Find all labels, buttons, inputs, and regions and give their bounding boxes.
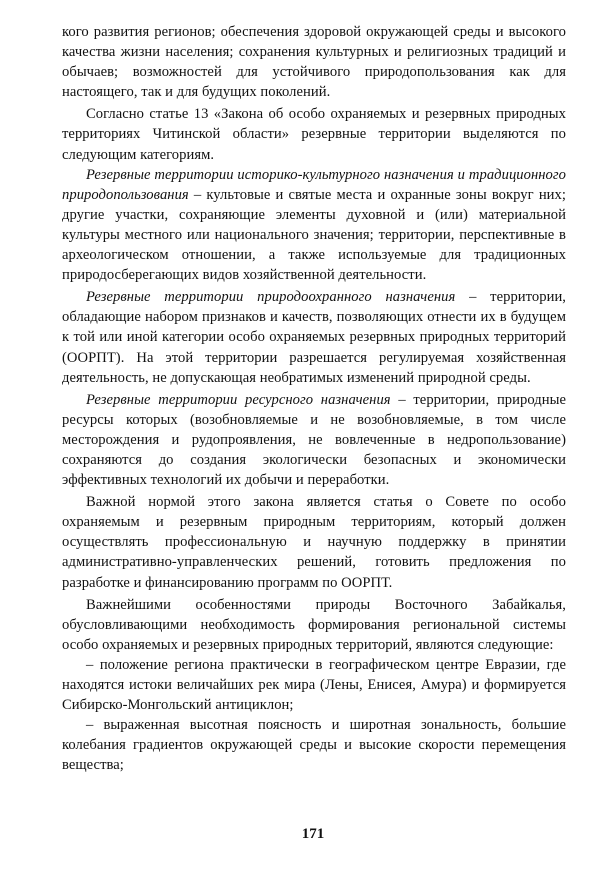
- paragraph-text: – выраженная высотная поясность и широтная зональность, большие колебания градиентов окружающей среды и высокие скорости перемещения вещества;: [62, 717, 566, 774]
- paragraph-text: – территории, обладающие набором признаков и качеств, позволяющих отнести их в будущем к той или иной категории особо охраняемых резервных природных территорий (ООРПТ). На этой территории разрешается регулируемая хозяйственная деятельность, не допускающая необратимых изменений природной среды.: [62, 289, 567, 386]
- paragraph-text: – культовые и святые места и охранные зоны вокруг них; другие участки, сохраняющие элементы духовной и (или) материальной культуры местного или национального значения; территории, перспективные в археологическом отношении, а также используемые для традиционных природосберегающих видов хозяйственной деятельности.: [62, 186, 566, 284]
- paragraph-text: – положение региона практически в географическом центре Евразии, где находятся истоки величайших рек мира (Лены, Енисея, Амура) и формируется Сибирско-Монгольский антициклон;: [62, 656, 566, 714]
- category-term: Резервные территории ресурсного назначения: [86, 391, 391, 408]
- paragraph-continuation: [62, 22, 566, 102]
- category-term: Резервные территории историко-культурного назначения и традиционного природопользования: [62, 166, 566, 203]
- paragraph-text: Важной нормой этого закона является статья о Совете по особо охраняемым и резервным природным территориям, который должен осуществлять профессиональную и научную поддержку в принятии административно-управленческих решений, готовить предложения по разработке и финансированию программ по ООРПТ.: [62, 494, 566, 591]
- paragraph-text: Согласно статье 13 «Закона об особо охраняемых и резервных природных территориях Читинской области» резервные территории выделяются по следующим категориям.: [62, 106, 566, 163]
- page-number: 171: [301, 826, 325, 842]
- category-term: Резервные территории природоохранного назначения: [86, 289, 456, 306]
- paragraph-text: – территории, природные ресурсы которых (возобновляемые и не возобновляемые, в том числе месторождения и рудопроявления, не вовлеченные в недропользование) сохраняются до создания экологически безопасных и экономически эффективных технологий их добычи и переработки.: [62, 391, 566, 489]
- paragraph-text: Важнейшими особенностями природы Восточного Забайкалья, обусловливающими необходимость формирования региональной системы особо охраняемых и резервных природных территорий, являются следующие:: [62, 596, 566, 653]
- paragraph-cultural-territories: [62, 165, 566, 286]
- paragraph-nature-protection-territories: [62, 287, 566, 387]
- paragraph-council-article: [62, 492, 566, 592]
- paragraph-law-article: [62, 104, 566, 164]
- list-item-zonality: [62, 715, 566, 775]
- paragraph-text: кого развития регионов; обеспечения здоровой окружающей среды и высокого качества жизни населения; сохранения культурных и религиозных традиций и обычаев; возможностей для устойчивого природопользования как для настоящего, так и для будущих поколений.: [62, 24, 566, 101]
- paragraph-features-intro: [62, 595, 566, 655]
- paragraph-resource-territories: [62, 390, 566, 490]
- list-item-geographic-position: [62, 655, 566, 715]
